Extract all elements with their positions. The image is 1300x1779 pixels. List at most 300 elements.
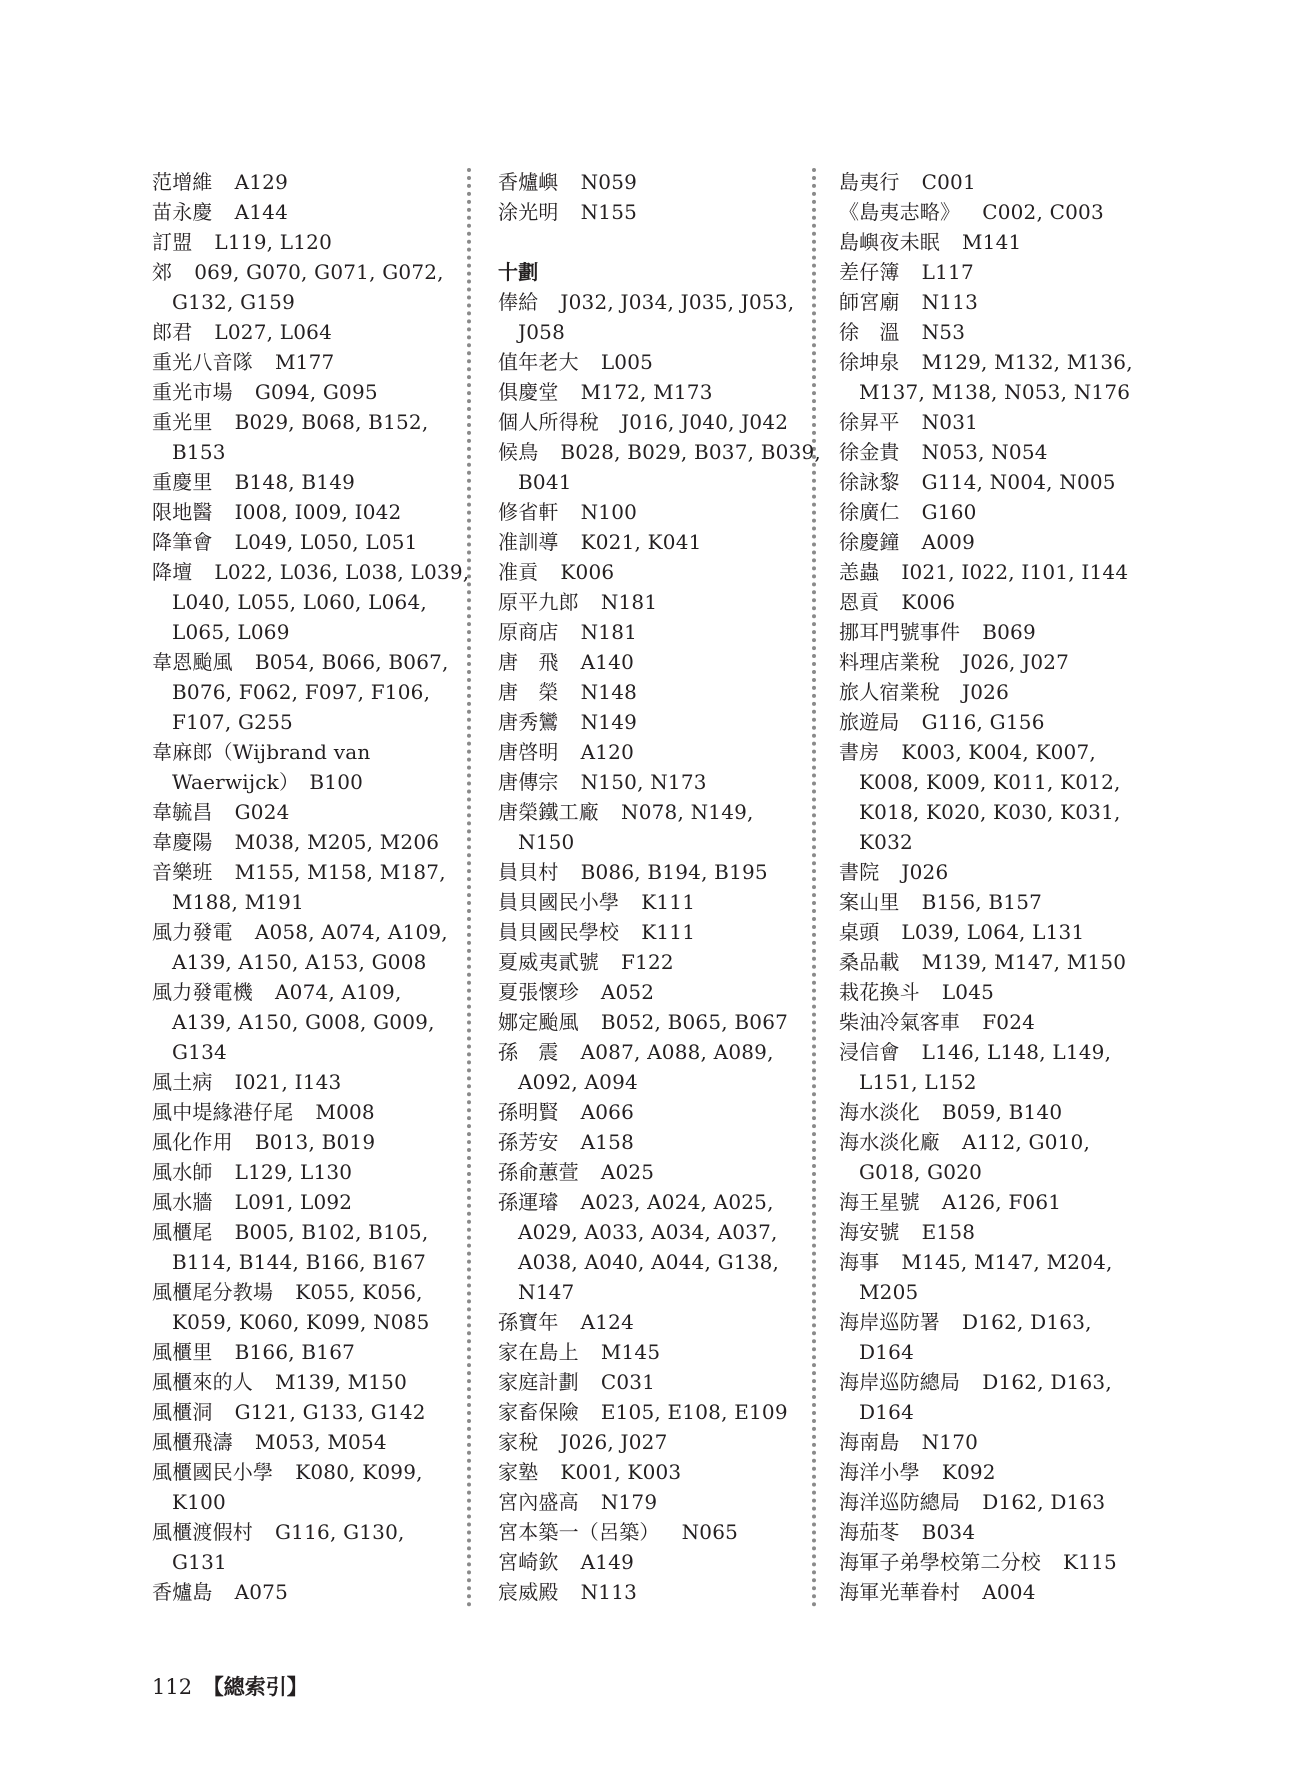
index-refs: C031 (600, 1370, 656, 1394)
index-term: 海水淡化 (839, 1100, 920, 1124)
index-entry (839, 1427, 1159, 1457)
index-refs: F024 (982, 1010, 1036, 1034)
index-term: 海軍子弟學校第二分校 (839, 1550, 1041, 1574)
index-entry (498, 1367, 798, 1397)
index-entry (498, 1487, 798, 1517)
index-entry (152, 377, 452, 407)
index-entry (839, 497, 1159, 527)
index-entry (152, 1397, 452, 1427)
index-entry-continuation: K008, K009, K011, K012, (859, 770, 1121, 794)
index-entry (498, 1037, 798, 1067)
index-term: 唐啓明 (498, 740, 559, 764)
index-term: 海水淡化廠 (839, 1130, 940, 1154)
index-entry (498, 977, 798, 1007)
index-refs: N150, N173 (580, 770, 707, 794)
index-entry-continuation: M188, M191 (172, 890, 305, 914)
index-entry (498, 1577, 798, 1607)
index-entry (152, 1367, 452, 1397)
index-entry (839, 737, 1159, 767)
index-entry (498, 437, 821, 467)
index-entry (839, 287, 1159, 317)
index-refs: N170 (921, 1430, 979, 1454)
index-term: 風櫃來的人 (152, 1370, 253, 1394)
index-refs: L022, L036, L038, L039, (214, 560, 470, 584)
index-entry-continuation: N150 (518, 830, 575, 854)
index-term: 孫寶年 (498, 1310, 559, 1334)
index-entry (152, 737, 452, 767)
index-refs: K111 (641, 920, 696, 944)
index-refs: A058, A074, A109, (254, 920, 448, 944)
index-term: 師宮廟 (839, 290, 900, 314)
index-entry (498, 527, 798, 557)
index-entry (839, 1007, 1159, 1037)
index-refs: B086, B194, B195 (580, 860, 768, 884)
index-entry-continuation: B076, F062, F097, F106, (172, 680, 431, 704)
index-term: 風櫃尾 (152, 1220, 213, 1244)
index-term: 徐 溫 (839, 320, 900, 344)
stroke-count-heading: 十劃 (498, 260, 539, 284)
index-refs: B054, B066, B067, (254, 650, 449, 674)
index-term: 海洋小學 (839, 1460, 920, 1484)
index-entry (152, 1067, 452, 1097)
index-term: 海岸巡防總局 (839, 1370, 961, 1394)
index-term: 降壇 (152, 560, 193, 584)
index-refs: G116, G130, (275, 1520, 405, 1544)
index-term: 孫運璿 (498, 1190, 559, 1214)
index-term: 候鳥 (498, 440, 539, 464)
index-term: 苗永慶 (152, 200, 213, 224)
index-term: 涂光明 (498, 200, 559, 224)
index-term: 挪耳門號事件 (839, 620, 961, 644)
index-entry (839, 1187, 1159, 1217)
index-term: 徐慶鐘 (839, 530, 900, 554)
index-term: 海茄苳 (839, 1520, 900, 1544)
index-term: 韋麻郎（Wijbrand van (152, 740, 371, 764)
index-entry (839, 227, 1159, 257)
index-term: 韋毓昌 (152, 800, 213, 824)
index-refs: G094, G095 (254, 380, 378, 404)
index-entry (152, 917, 452, 947)
index-term: 桑品載 (839, 950, 900, 974)
index-entry (498, 1547, 798, 1577)
index-term: 風櫃里 (152, 1340, 213, 1364)
index-term: 范增維 (152, 170, 213, 194)
index-refs: A124 (580, 1310, 635, 1334)
index-refs: A126, F061 (941, 1190, 1062, 1214)
index-entry (839, 1517, 1159, 1547)
index-refs: D162, D163, (962, 1310, 1092, 1334)
index-refs: L045 (941, 980, 995, 1004)
index-term: 郊 (152, 260, 173, 284)
index-term: 員貝國民學校 (498, 920, 620, 944)
index-refs: B013, B019 (254, 1130, 376, 1154)
index-term: 栽花換斗 (839, 980, 920, 1004)
index-refs: L117 (921, 260, 974, 284)
index-entry (498, 617, 798, 647)
index-term: 島夷行 (839, 170, 900, 194)
index-refs: B069 (982, 620, 1036, 644)
index-entry (498, 1337, 798, 1367)
index-term: 俸給 (498, 290, 539, 314)
index-refs: A129 (234, 170, 289, 194)
index-term: 家稅 (498, 1430, 539, 1454)
index-entry-continuation: K032 (859, 830, 913, 854)
index-entry (152, 467, 452, 497)
index-refs: J026 (901, 860, 949, 884)
index-refs: F122 (621, 950, 674, 974)
index-refs: M145 (600, 1340, 661, 1364)
index-term: 重光八音隊 (152, 350, 253, 374)
index-term: 風化作用 (152, 1130, 233, 1154)
index-entry (498, 407, 798, 437)
index-term: 家庭計劃 (498, 1370, 579, 1394)
index-term: 風櫃渡假村 (152, 1520, 253, 1544)
index-entry (498, 887, 798, 917)
index-entry (152, 1127, 452, 1157)
index-refs: L049, L050, L051 (234, 530, 418, 554)
index-term: 海南島 (839, 1430, 900, 1454)
index-refs: A120 (580, 740, 635, 764)
index-entry (152, 1517, 452, 1547)
index-refs: N181 (600, 590, 658, 614)
index-refs: A052 (600, 980, 655, 1004)
index-entry (498, 1517, 798, 1547)
section-title: 【總索引】 (202, 1674, 308, 1699)
index-entry (152, 257, 452, 287)
index-refs: J026, J027 (962, 650, 1070, 674)
index-entry (839, 887, 1159, 917)
index-entry-continuation: F107, G255 (172, 710, 293, 734)
index-entry (498, 1007, 798, 1037)
index-refs: M172, M173 (580, 380, 713, 404)
index-refs: B028, B029, B037, B039, (560, 440, 821, 464)
blank-line (498, 227, 798, 257)
index-refs: K006 (560, 560, 615, 584)
index-term: 風櫃尾分教場 (152, 1280, 274, 1304)
index-entry (152, 407, 452, 437)
index-entry (839, 167, 1159, 197)
index-entry (839, 527, 1159, 557)
index-column-3 (839, 167, 1159, 1607)
index-term: 夏威夷貳號 (498, 950, 599, 974)
index-refs: K021, K041 (580, 530, 702, 554)
index-entry (152, 1457, 452, 1487)
index-refs: M053, M054 (254, 1430, 387, 1454)
index-entry (839, 1577, 1159, 1607)
index-term: 恩貢 (839, 590, 880, 614)
index-term: 原平九郎 (498, 590, 579, 614)
index-term: 海安號 (839, 1220, 900, 1244)
index-refs: 069, G070, G071, G072, (194, 260, 444, 284)
index-entry (152, 977, 452, 1007)
index-refs: A144 (234, 200, 289, 224)
index-entry-continuation: K018, K020, K030, K031, (859, 800, 1121, 824)
index-refs: J032, J034, J035, J053, (560, 290, 795, 314)
index-term: 孫明賢 (498, 1100, 559, 1124)
index-term: 宸威殿 (498, 1580, 559, 1604)
index-entry (152, 1427, 452, 1457)
index-term: 香爐島 (152, 1580, 213, 1604)
index-refs: E158 (921, 1220, 976, 1244)
index-entry (498, 1427, 798, 1457)
index-term: 海岸巡防署 (839, 1310, 940, 1334)
index-entry (498, 287, 798, 317)
index-entry-continuation: N147 (518, 1280, 575, 1304)
index-refs: A074, A109, (275, 980, 402, 1004)
index-entry (839, 1037, 1159, 1067)
index-refs: M141 (962, 230, 1022, 254)
index-term: 值年老大 (498, 350, 579, 374)
index-refs: D162, D163 (982, 1490, 1106, 1514)
index-entry (839, 1307, 1159, 1337)
index-term: 宮崎欽 (498, 1550, 559, 1574)
index-refs: A158 (580, 1130, 635, 1154)
index-entry-continuation: G134 (172, 1040, 227, 1064)
index-refs: A009 (921, 530, 976, 554)
index-entry (839, 587, 1159, 617)
index-entry (498, 557, 798, 587)
index-refs: B029, B068, B152, (234, 410, 429, 434)
index-term: 徐廣仁 (839, 500, 900, 524)
index-entry (498, 917, 798, 947)
index-term: 唐 飛 (498, 650, 559, 674)
index-entry (839, 197, 1159, 227)
index-entry (498, 707, 798, 737)
index-entry (152, 797, 452, 827)
index-entry-continuation: A139, A150, A153, G008 (172, 950, 427, 974)
index-term: 准訓導 (498, 530, 559, 554)
index-entry (152, 647, 452, 677)
index-term: 香爐嶼 (498, 170, 559, 194)
index-refs: B059, B140 (941, 1100, 1063, 1124)
index-refs: N065 (681, 1520, 739, 1544)
index-refs: B156, B157 (921, 890, 1043, 914)
index-term: 徐昇平 (839, 410, 900, 434)
index-refs: C002, C003 (982, 200, 1104, 224)
index-entry (839, 947, 1159, 977)
index-refs: G114, N004, N005 (921, 470, 1116, 494)
index-refs: L005 (600, 350, 654, 374)
index-entry-continuation: A038, A040, A044, G138, (518, 1250, 780, 1274)
index-refs: A023, A024, A025, (580, 1190, 774, 1214)
index-refs: I021, I143 (234, 1070, 342, 1094)
index-refs: B052, B065, B067 (600, 1010, 789, 1034)
index-entry-continuation: G132, G159 (172, 290, 296, 314)
index-entry (839, 557, 1159, 587)
index-entry-continuation: B153 (172, 440, 226, 464)
index-entry-continuation: D164 (859, 1400, 915, 1424)
index-term: 風力發電機 (152, 980, 253, 1004)
index-term: 降筆會 (152, 530, 213, 554)
index-term: 海洋巡防總局 (839, 1490, 961, 1514)
index-term: 差仔簿 (839, 260, 900, 284)
index-refs: K111 (641, 890, 696, 914)
index-refs: K001, K003 (560, 1460, 682, 1484)
index-entry (839, 977, 1159, 1007)
index-term: 娜定颱風 (498, 1010, 579, 1034)
index-term: 柴油冷氣客車 (839, 1010, 961, 1034)
index-entry-continuation: K100 (172, 1490, 226, 1514)
index-refs: A112, G010, (962, 1130, 1091, 1154)
index-term: 海軍光華眷村 (839, 1580, 961, 1604)
index-entry (498, 497, 798, 527)
index-term: 浸信會 (839, 1040, 900, 1064)
index-term: 孫芳安 (498, 1130, 559, 1154)
index-term: 准貢 (498, 560, 539, 584)
index-term: 恙蟲 (839, 560, 880, 584)
page-number: 112 (152, 1675, 193, 1699)
index-entry (498, 1307, 798, 1337)
index-term: 徐坤泉 (839, 350, 900, 374)
index-refs: A087, A088, A089, (580, 1040, 774, 1064)
index-refs: N053, N054 (921, 440, 1048, 464)
index-entry (498, 347, 798, 377)
index-refs: G121, G133, G142 (234, 1400, 426, 1424)
index-refs: E105, E108, E109 (600, 1400, 788, 1424)
index-entry (152, 527, 452, 557)
index-entry (498, 1127, 798, 1157)
index-entry (498, 647, 798, 677)
index-refs: J026, J027 (560, 1430, 668, 1454)
index-refs: A075 (234, 1580, 289, 1604)
index-entry (839, 917, 1159, 947)
index-entry (152, 1217, 452, 1247)
index-term: 宮本築一（呂築） (498, 1520, 660, 1544)
index-refs: N059 (580, 170, 638, 194)
index-entry (152, 1577, 452, 1607)
index-entry (839, 1247, 1159, 1277)
index-term: 風中堤緣港仔尾 (152, 1100, 294, 1124)
index-term: 員貝國民小學 (498, 890, 620, 914)
index-refs: K080, K099, (295, 1460, 423, 1484)
index-term: 桌頭 (839, 920, 880, 944)
index-entry (839, 677, 1159, 707)
index-entry (839, 467, 1159, 497)
index-refs: G160 (921, 500, 977, 524)
index-entry (839, 1127, 1159, 1157)
index-refs: J016, J040, J042 (621, 410, 789, 434)
index-entry (498, 857, 798, 887)
index-term: 海王星號 (839, 1190, 920, 1214)
index-entry-continuation: A029, A033, A034, A037, (518, 1220, 778, 1244)
index-refs: N078, N149, (621, 800, 754, 824)
index-term: 旅人宿業稅 (839, 680, 940, 704)
index-entry (498, 377, 798, 407)
index-entry (498, 587, 798, 617)
index-refs: L119, L120 (214, 230, 333, 254)
index-entry (152, 497, 452, 527)
index-refs: L091, L092 (234, 1190, 353, 1214)
index-entry (152, 557, 470, 587)
index-entry (152, 227, 452, 257)
index-entry-continuation: G018, G020 (859, 1160, 983, 1184)
index-column-1 (152, 167, 470, 1607)
index-refs: L039, L064, L131 (901, 920, 1085, 944)
index-refs: M139, M147, M150 (921, 950, 1127, 974)
index-column-2 (498, 167, 821, 1607)
index-refs: G024 (234, 800, 290, 824)
index-entry (839, 1217, 1159, 1247)
index-refs: A025 (600, 1160, 655, 1184)
index-entry (152, 1097, 452, 1127)
index-refs: N113 (580, 1580, 638, 1604)
index-refs: M008 (315, 1100, 375, 1124)
index-term: 原商店 (498, 620, 559, 644)
index-term: 修省軒 (498, 500, 559, 524)
index-refs: M129, M132, M136, (921, 350, 1133, 374)
index-refs: N53 (921, 320, 966, 344)
index-term: 重慶里 (152, 470, 213, 494)
index-entry (839, 1457, 1159, 1487)
index-entry (839, 1547, 1159, 1577)
index-term: 家塾 (498, 1460, 539, 1484)
index-entry (498, 1187, 798, 1217)
index-entry-continuation: A092, A094 (518, 1070, 638, 1094)
index-term: 音樂班 (152, 860, 213, 884)
index-term: 孫 震 (498, 1040, 559, 1064)
index-entry (152, 167, 452, 197)
index-term: 書院 (839, 860, 880, 884)
index-refs: L146, L148, L149, (921, 1040, 1112, 1064)
index-entry (152, 197, 452, 227)
index-term: 風水師 (152, 1160, 213, 1184)
index-entry (839, 317, 1159, 347)
index-entry (152, 1337, 452, 1367)
index-entry (839, 617, 1159, 647)
index-term: 風力發電 (152, 920, 233, 944)
index-term: 風櫃國民小學 (152, 1460, 274, 1484)
index-entry-continuation: J058 (518, 320, 565, 344)
index-entry (498, 167, 798, 197)
index-refs: G116, G156 (921, 710, 1045, 734)
index-term: 俱慶堂 (498, 380, 559, 404)
index-entry (839, 857, 1159, 887)
index-refs: A004 (982, 1580, 1036, 1604)
index-refs: N113 (921, 290, 979, 314)
index-term: 書房 (839, 740, 880, 764)
index-term: 風土病 (152, 1070, 213, 1094)
index-term: 旅遊局 (839, 710, 900, 734)
index-entry (152, 827, 452, 857)
index-entry (152, 1277, 452, 1307)
index-entry (839, 347, 1159, 377)
index-term: 風櫃洞 (152, 1400, 213, 1424)
index-refs: B148, B149 (234, 470, 356, 494)
index-entry (839, 707, 1159, 737)
index-refs: I021, I022, I101, I144 (901, 560, 1129, 584)
index-entry (839, 1097, 1159, 1127)
index-entry (498, 197, 798, 227)
index-term: 唐秀鸞 (498, 710, 559, 734)
index-term: 限地醫 (152, 500, 213, 524)
index-term: 案山里 (839, 890, 900, 914)
index-entry (498, 1157, 798, 1187)
index-refs: I008, I009, I042 (234, 500, 402, 524)
index-term: 風櫃飛濤 (152, 1430, 233, 1454)
index-term: 宮內盛高 (498, 1490, 579, 1514)
index-term: 料理店業稅 (839, 650, 940, 674)
index-entry (498, 737, 798, 767)
index-refs: L027, L064 (214, 320, 333, 344)
index-term: 重光里 (152, 410, 213, 434)
index-term: 員貝村 (498, 860, 559, 884)
index-refs: N155 (580, 200, 638, 224)
index-term: 徐金貴 (839, 440, 900, 464)
index-term: 《島夷志略》 (839, 200, 961, 224)
index-refs: K006 (901, 590, 956, 614)
index-term: 韋慶陽 (152, 830, 213, 854)
index-refs: K003, K004, K007, (901, 740, 1096, 764)
